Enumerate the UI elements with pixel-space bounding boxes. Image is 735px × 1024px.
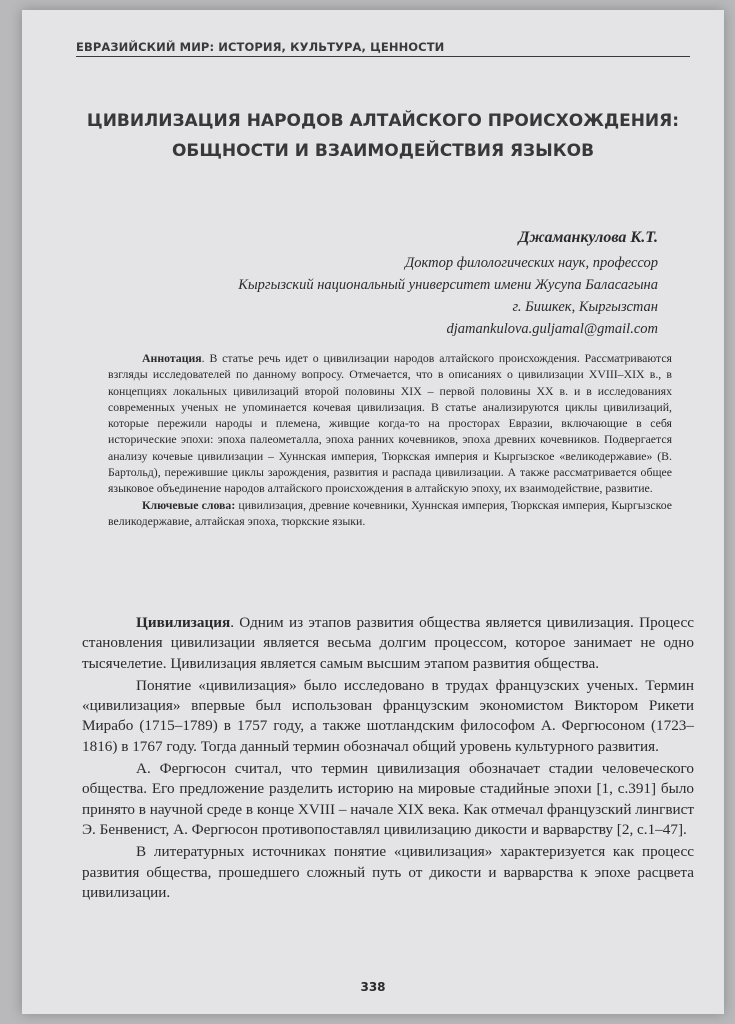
body-paragraph-1-text: . Одним из этапов развития общества является цивилизация. Процесс становления цивилизации является весьма долгим процессом, которое занимает не одно тысячелетие. Цивилизация является самым высшим этапом развития общества. <box>82 614 694 672</box>
author-block <box>98 224 658 340</box>
author-affiliation: Кыргызский национальный университет имени Жусупа Баласагына <box>238 277 658 293</box>
article-body <box>82 613 694 905</box>
body-paragraph-3: А. Фергюсон считал, что термин цивилизация обозначает стадии человеческого общества. Его предложение разделить историю на мировые стадийные эпохи [1, с.391] было принято в научной среде в конце XVIII – начале XIX века. Как отмечал французский лингвист Э. Бенвенист, А. Фергюсон противопоставлял цивилизацию дикости и варварству [2, с.1–47]. <box>82 760 694 838</box>
author-city: г. Бишкек, Кыргызстан <box>512 299 658 315</box>
keywords-label: Ключевые слова: <box>142 497 236 512</box>
article-title: ЦИВИЛИЗАЦИЯ НАРОДОВ АЛТАЙСКОГО ПРОИСХОЖДЕНИЯ: ОБЩНОСТИ И ВЗАИМОДЕЙСТВИЯ ЯЗЫКОВ <box>86 111 680 161</box>
body-paragraph-2: Понятие «цивилизация» было исследовано в трудах французских ученых. Термин «цивилизация» впервые был использован французским экономистом Виктором Рикети Мирабо (1715–1789) в 1757 году, а также шотландским философом А. Фергюсоном (1723–1816) в 1767 году. Тогда данный термин обозначал общий уровень культурного развития. <box>82 676 694 755</box>
abstract-label: Аннотация <box>142 351 202 365</box>
abstract-paragraph <box>108 350 672 497</box>
author-degree: Доктор филологических наук, профессор <box>405 255 658 271</box>
running-head: ЕВРАЗИЙСКИЙ МИР: ИСТОРИЯ, КУЛЬТУРА, ЦЕННОСТИ <box>76 40 690 57</box>
body-paragraph-4: В литературных источниках понятие «цивилизация» характеризуется как процесс развития общества, прошедшего сложный путь от дикости и варварства к эпохе расцвета цивилизации. <box>82 843 694 901</box>
abstract-text: . В статье речь идет о цивилизации народов алтайского происхождения. Рассматриваются взгляды исследователей по данному вопросу. Отмечается, что в описаниях о цивилизации XVIII–XIX в., в концепциях локальных цивилизаций второй половины XIX – первой половины XX в. и в исследованиях современных ученых не упоминается кочевая цивилизация. В статье анализируются циклы цивилизаций, которые пережили народы и племена, живщие когда-то на просторах Евразии, включающие в себя исторические эпохи: эпоха палеометалла, эпоха ранних кочевников, эпоха древних кочевников. Подвергается анализу кочевые цивилизации – Хуннская империя, Тюркская империя и Кыргызское «великодержавие» (В. Бартольд), пережившие циклы зарождения, развития и распада цивилизации. А также рассматривается общее языковое объединение народов алтайского происхождения в алтайскую эпоху, их взаимодействие, развитие. <box>108 351 672 496</box>
abstract <box>108 350 672 529</box>
author-name: Джаманкулова К.Т. <box>518 229 658 246</box>
author-email: djamankulova.guljamal@gmail.com <box>446 321 658 337</box>
body-lead-term: Цивилизация <box>136 614 231 631</box>
keywords-paragraph <box>108 497 672 530</box>
keywords-text: цивилизация, древние кочевники, Хуннская империя, Тюркская империя, Кыргызское великодержавие, алтайская эпоха, тюркские языки. <box>108 497 673 528</box>
document-page <box>22 10 724 1014</box>
page-number: 338 <box>360 980 386 994</box>
body-paragraph-1 <box>82 613 694 674</box>
